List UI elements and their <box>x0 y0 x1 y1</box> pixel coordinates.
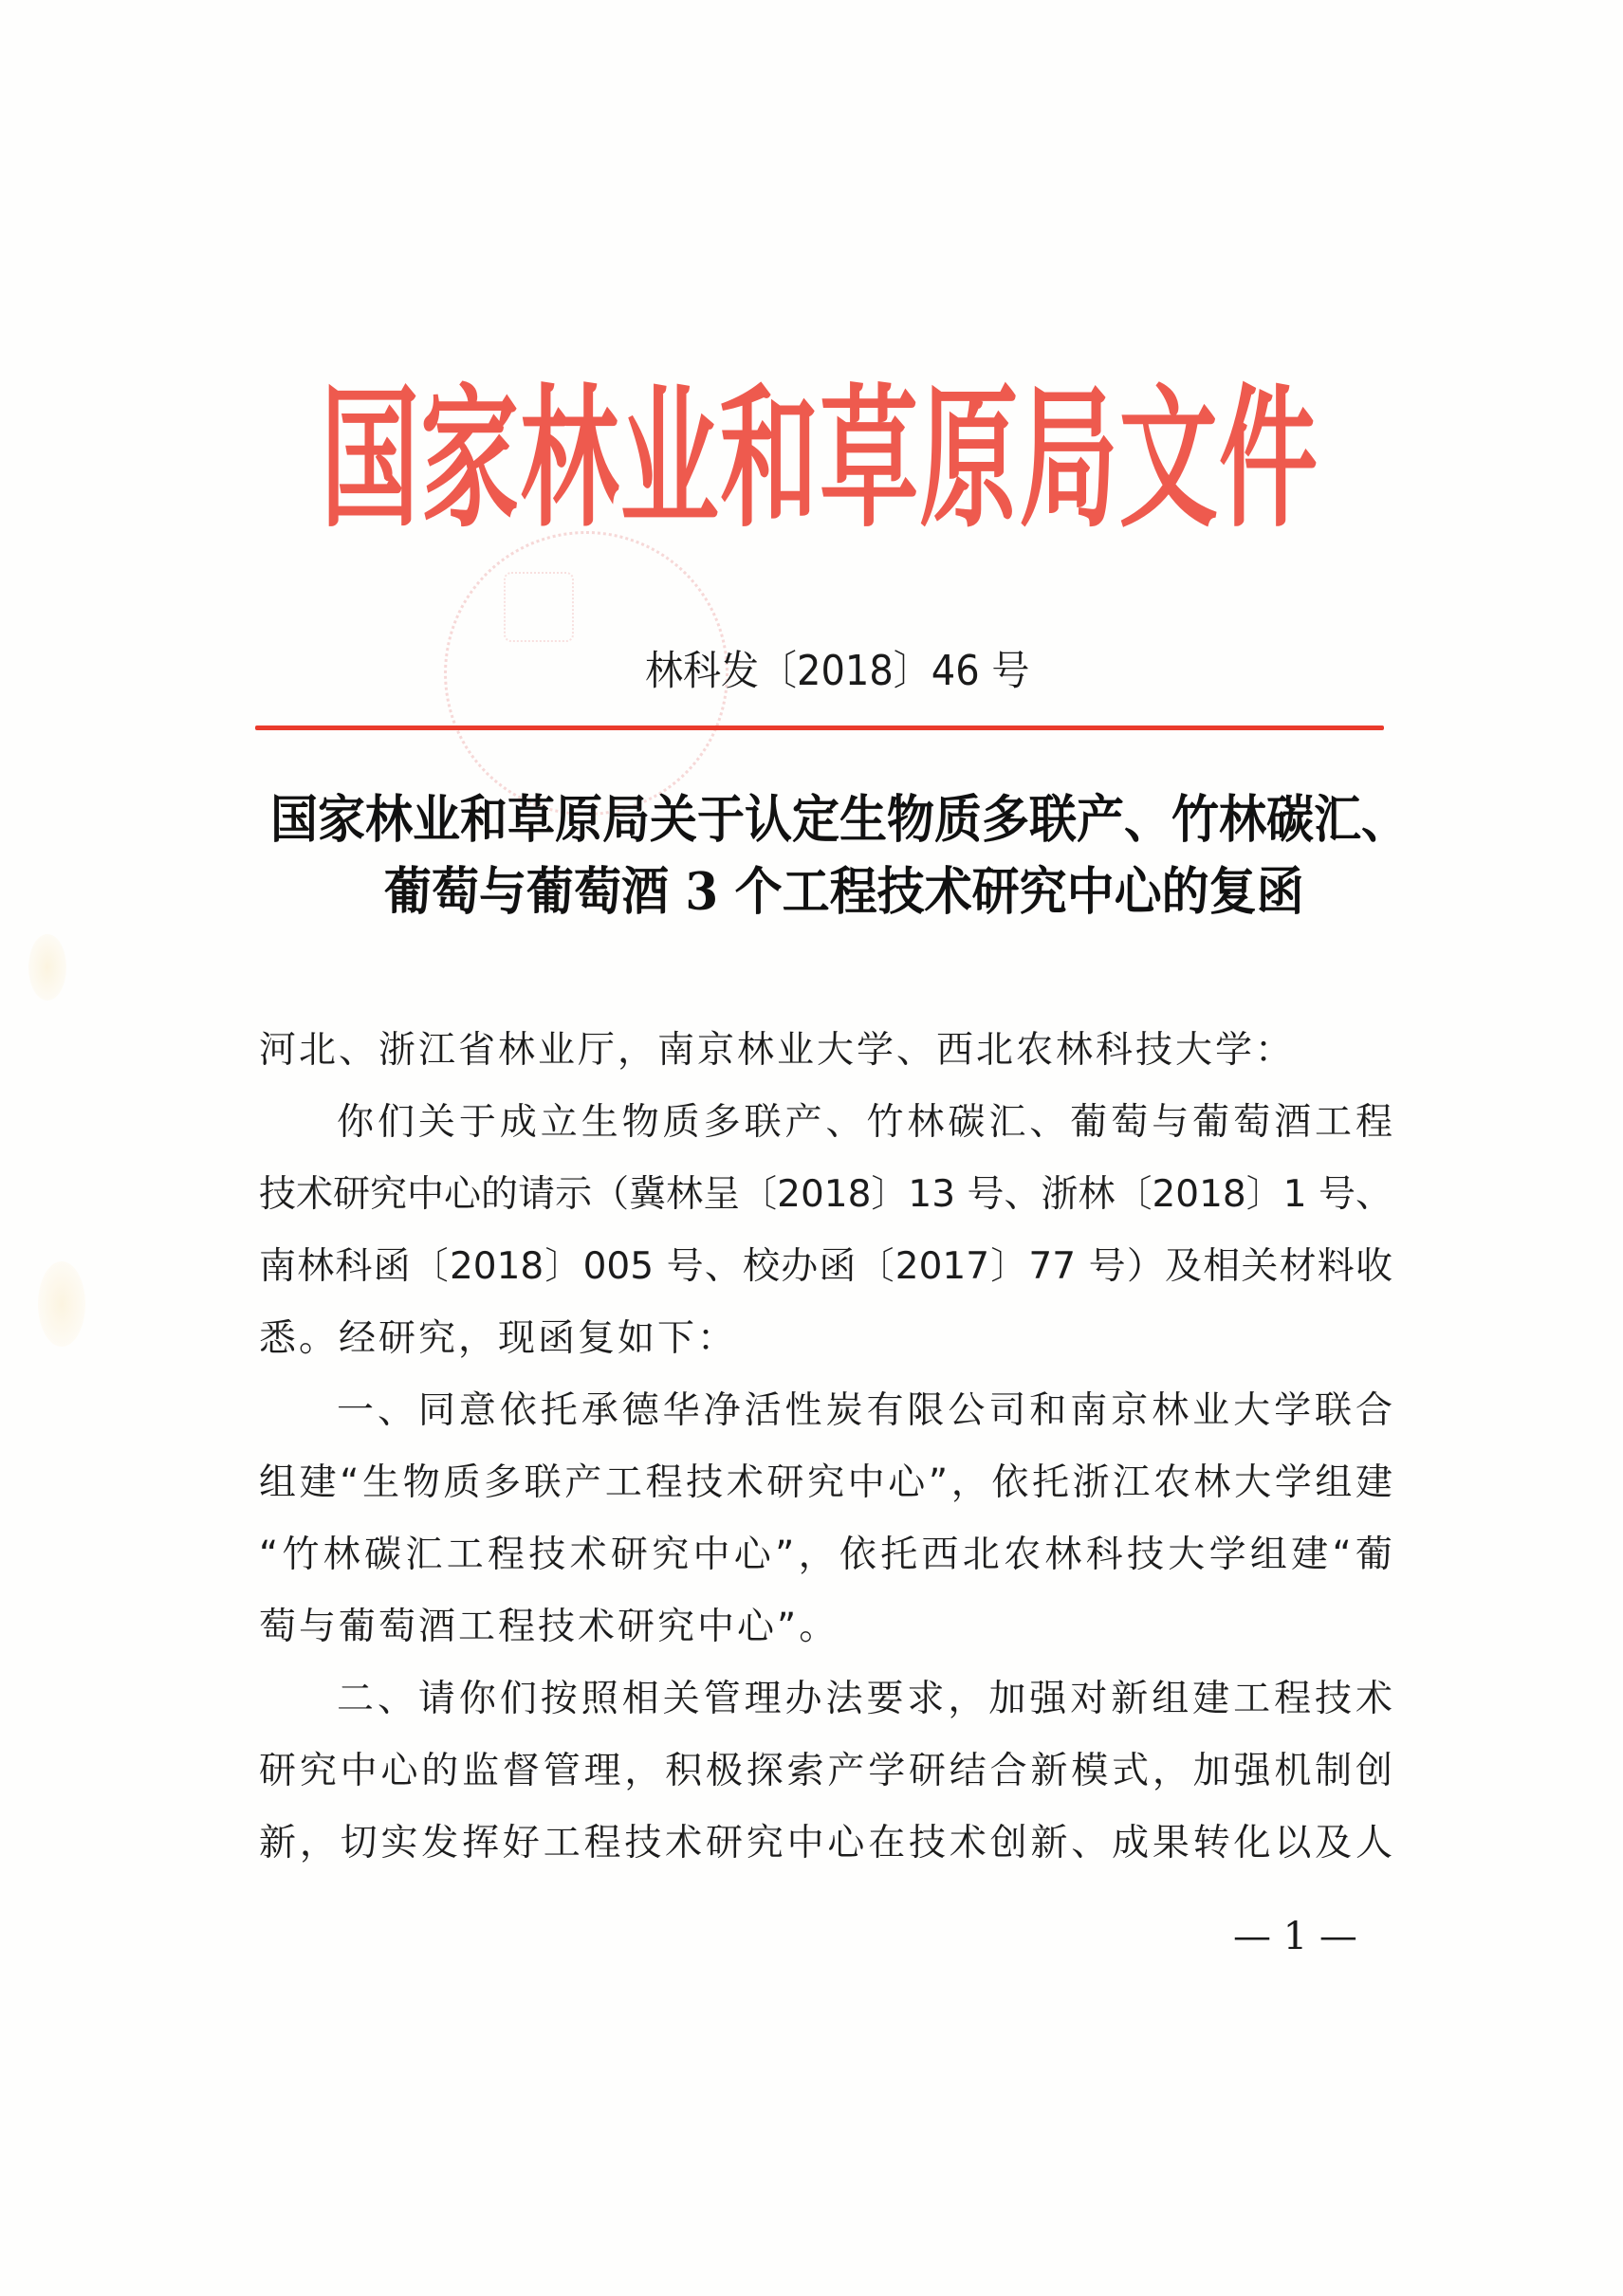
body-line: 悉。经研究，现函复如下： <box>259 1317 738 1360</box>
body-line: 研究中心的监督管理，积极探索产学研结合新模式，加强机制创 <box>259 1750 1392 1792</box>
document-number: 林科发〔2018〕46 号 <box>645 648 1030 695</box>
body-line: 技术研究中心的请示（冀林呈〔2018〕13 号、浙林〔2018〕1 号、 <box>259 1173 1392 1216</box>
page-number: — 1 — <box>1233 1915 1357 1958</box>
subject-title-line-2: 葡萄与葡萄酒 3 个工程技术研究中心的复函 <box>384 860 1304 922</box>
body-line: 一、同意依托承德华净活性炭有限公司和南京林业大学联合 <box>337 1389 1392 1432</box>
body-line: 二、请你们按照相关管理办法要求，加强对新组建工程技术 <box>337 1678 1392 1720</box>
body-line: 萄与葡萄酒工程技术研究中心”。 <box>259 1606 839 1648</box>
body-line: 组建“生物质多联产工程技术研究中心”，依托浙江农林大学组建 <box>259 1461 1392 1504</box>
body-line: 南林科函〔2018〕005 号、校办函〔2017〕77 号）及相关材料收 <box>259 1245 1392 1288</box>
addressee-line: 河北、浙江省林业厅，南京林业大学、西北农林科技大学： <box>259 1029 1296 1072</box>
document-masthead: 国家林业和草原局文件 <box>321 369 1319 549</box>
body-line: 新，切实发挥好工程技术研究中心在技术创新、成果转化以及人 <box>259 1822 1392 1864</box>
body-line: “竹林碳汇工程技术研究中心”，依托西北农林科技大学组建“葡 <box>259 1534 1392 1576</box>
letter-body <box>259 1015 1392 1880</box>
paper-stain <box>28 934 66 1001</box>
paper-stain <box>38 1261 85 1347</box>
red-divider-rule <box>255 726 1384 730</box>
body-line: 你们关于成立生物质多联产、竹林碳汇、葡萄与葡萄酒工程 <box>337 1101 1392 1144</box>
subject-title-line-1: 国家林业和草原局关于认定生物质多联产、竹林碳汇、 <box>270 788 1409 850</box>
